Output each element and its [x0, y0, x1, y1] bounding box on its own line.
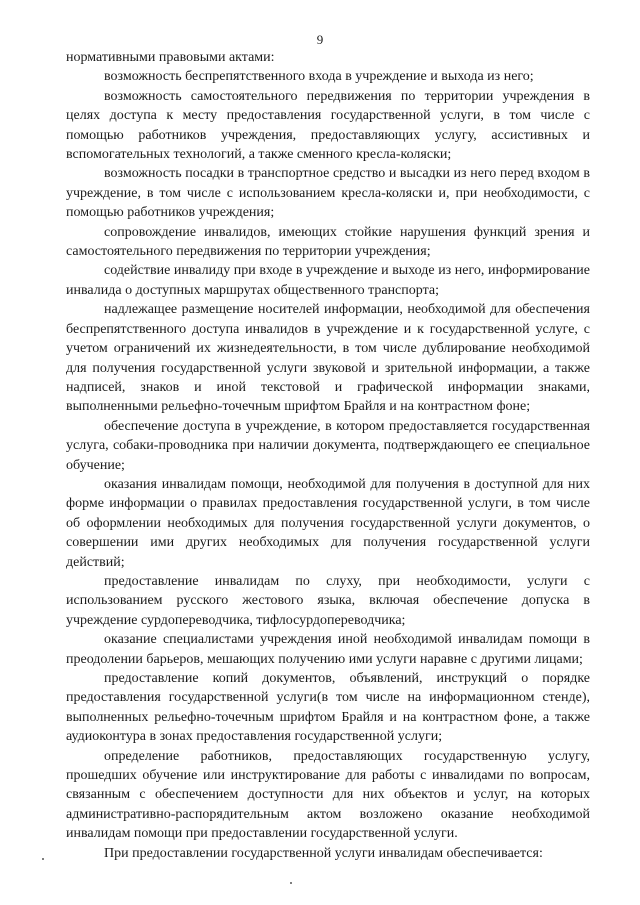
paragraph: содействие инвалиду при входе в учреждение и выходе из него, информирование инвалида о доступных маршрутах общественного транспорта; — [66, 263, 590, 298]
paragraph: предоставление инвалидам по слуху, при необходимости, услуги с использованием русского жестового языка, включая обеспечение допуска в учреждение сурдопереводчика, тифлосурдопереводчика; — [66, 573, 590, 628]
paragraph: надлежащее размещение носителей информации, необходимой для обеспечения беспрепятственного доступа инвалидов в учреждение и к государственной услуге, с учетом ограничений их жизнедеятельности, в том числе дублирование необходимой для получения государственной услуги звуковой и зрительной информации, а также надписей, знаков и иной текстовой и графической информации знаками, выполненными рельефно-точечным шрифтом Брайля и на контрастном фоне; — [66, 302, 590, 415]
paragraph: оказание специалистами учреждения иной необходимой инвалидам помощи в преодолении барьеров, мешающих получению ими услуги наравне с другими лицами; — [66, 632, 590, 667]
scan-speck — [290, 882, 292, 884]
paragraph: предоставление копий документов, объявлений, инструкций о порядке предоставления государственной услуги(в том числе на информационном стенде), выполненных рельефно-точечным шрифтом Брайля и на контрастном фоне, а также аудиоконтура в зонах предоставления государственной услуги; — [66, 671, 590, 745]
paragraph: оказания инвалидам помощи, необходимой для получения в доступной для них форме информации о правилах предоставления государственной услуги, в том числе об оформлении необходимых для получения государственной услуги документов, о совершении ими других необходимых для получения государственной услуги действий; — [66, 476, 590, 570]
paragraph: нормативными правовыми актами: — [66, 50, 275, 65]
paragraph: возможность беспрепятственного входа в учреждение и выхода из него; — [104, 69, 534, 85]
scan-speck — [42, 858, 44, 860]
paragraph: обеспечение доступа в учреждение, в котором предоставляется государственная услуга, собаки-проводника при наличии документа, подтверждающего ее специальное обучение; — [66, 418, 590, 473]
paragraph: возможность самостоятельного передвижения по территории учреждения в целях доступа к месту предоставления государственной услуги, в том числе с помощью работников учреждения, предоставляющих услугу, ассистивных и вспомогательных технологий, а также сменного кресла-коляски; — [66, 88, 590, 163]
document-body — [66, 48, 590, 863]
page-number: 9 — [316, 32, 324, 47]
paragraph: определение работников, предоставляющих государственную услугу, прошедших обучение или инструктирование для работы с инвалидами по вопросам, связанным с обеспечением доступности для них объектов и услуг, на которых административно-распорядительным актом возложено оказание необходимой инвалидам помощи при предоставлении государственной услуги. — [66, 748, 590, 842]
paragraph: сопровождение инвалидов, имеющих стойкие нарушения функций зрения и самостоятельного передвижения по территории учреждения; — [66, 224, 590, 260]
paragraph: возможность посадки в транспортное средство и высадки из него перед входом в учреждение, в том числе с использованием кресла-коляски и, при необходимости, с помощью работников учреждения; — [66, 166, 590, 221]
paragraph: При предоставлении государственной услуги инвалидам обеспечивается: — [104, 845, 543, 861]
